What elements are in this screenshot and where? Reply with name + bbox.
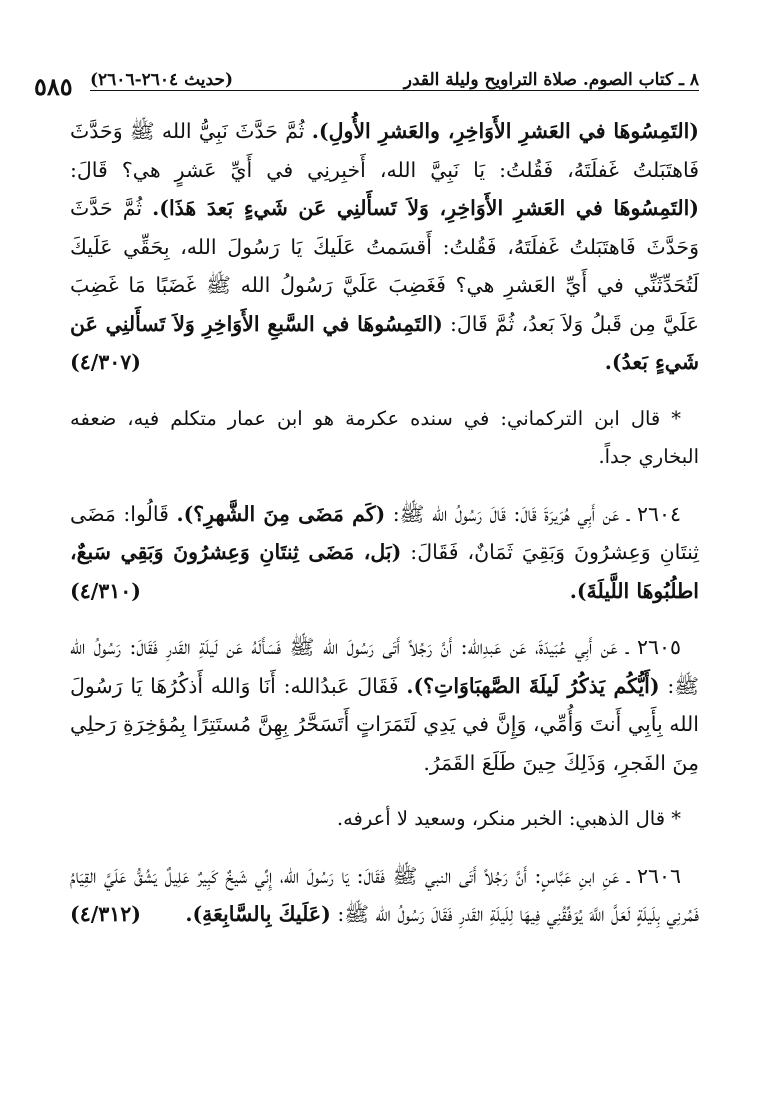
- hadith-range: (حديث ٢٦٠٤-٢٦٠٦): [90, 70, 233, 90]
- prophet-quote: (التَمِسُوهَا في السَّبعِ الأَوَاخِرِ وَلاَ تَسأَلنِي عَن شَيءٍ بَعدُ).: [70, 311, 699, 374]
- narration-text: قَالُوا: مَضَى ثِنتَانِ وَعِشرُونَ وَبَقِيَ ثَمَانٌ، فَقَالَ:: [70, 501, 699, 564]
- hadith-2605: [70, 628, 699, 782]
- hadith-2606: [70, 857, 699, 934]
- header-rule: [90, 90, 699, 91]
- narration-text: ثُمَّ حَدَّثَ نَبِيُّ الله ﷺ وَحَدَّثَ فَاهتَبَلتُ غَفلَتَهُ، فَقُلتُ: يَا نَبِيَّ الله، أَخبِرنِي في أَيِّ عَشرٍ هي؟ قَالَ:: [70, 119, 699, 182]
- scholar-note: * قال الذهبي: الخبر منكر، وسعيد لا أعرفه.: [336, 807, 681, 830]
- narration-text: ٢٦٠٥ ـ عَن أَبِي عُبَيدَةَ، عَن عَبدِالله: أَنَّ رَجُلاً أَتَى رَسُولَ الله ﷺ فَسَأَلَهُ عَن لَيلَةِ القَدرِ فَقَالَ: رَسُولُ الله ﷺ:: [70, 635, 699, 698]
- running-head: [90, 60, 699, 90]
- scholar-note: * قال ابن التركماني: في سنده عكرمة هو ابن عمار متكلم فيه، ضعفه البخاري جداً.: [70, 406, 699, 468]
- narration-text: فَقَالَ عَبدُالله: أَنَا وَالله أَذكُرُهَا يَا رَسُولَ الله بِأَبِي أَنتَ وَأُمِّي، وَإِنَّ في يَدِي لَتَمَرَاتٍ أَتَسَحَّرُ بِهِنَّ مُستَتِرًا بِمُؤخِرَةِ رَحلِي مِنَ الفَجرِ، وَذَلِكَ حِينَ طَلَعَ القَمَرُ.: [70, 673, 699, 775]
- hadith-2604: [70, 495, 699, 611]
- prophet-quote: (بَل، مَضَى ثِنتَانِ وَعِشرُونَ وَبَقِي سَبعٌ، اطلُبُوهَا اللَّيلَةَ).: [70, 540, 699, 603]
- prophet-quote: (التَمِسُوهَا في العَشرِ الأَوَاخِرِ، والعَشرِ الأُولِ).: [311, 119, 699, 143]
- reference: (٤/٣٠٧): [70, 350, 141, 374]
- hadith-continuation: [70, 112, 699, 382]
- page-number: ٥٨٥: [34, 72, 73, 101]
- prophet-quote: (عَلَيكَ بِالسَّابِعَةِ).: [185, 902, 331, 926]
- prophet-quote: (أَيُّكُم يَذكُرُ لَيلَةَ الصَّهبَاوَاتِ؟).: [406, 673, 660, 698]
- narration-text: ٢٦٠٤ ـ عَن أَبِي هُرَيرَةَ قَالَ: قَالَ رَسُولُ الله ﷺ:: [385, 501, 681, 526]
- chapter-title: ٨ ـ كتاب الصوم. صلاة التراويح وليلة القدر: [403, 70, 699, 90]
- page-body: [70, 112, 699, 952]
- prophet-quote: (التَمِسُوهَا في العَشرِ الأَوَاخِرِ، وَلاَ تَسأَلنِي عَن شَيءٍ بَعدَ هَذَا).: [152, 196, 699, 220]
- reference: (٤/٣١٠): [70, 578, 141, 603]
- narration-text: ثُمَّ حَدَّثَ وَحَدَّثَ فَاهتَبَلتُ غَفلَتَهُ، فَقُلتُ: أَقسَمتُ عَلَيكَ يَا رَسُولَ الله، بِحَقِّي عَلَيكَ لَتُحَدِّثَنِّي في أَيِّ العَشرِ هي؟ فَغَضِبَ عَلَيَّ رَسُولُ الله ﷺ غَضَبًا مَا غَضِبَ عَلَيَّ مِن قَبلُ وَلاَ بَعدُ، ثُمَّ قَالَ:: [70, 196, 699, 336]
- narration-text: ٢٦٠٦ ـ عَنِ ابنِ عَبَّاسٍ: أَنَّ رَجُلاً أَتَى النبي ﷺ فَقَالَ: يَا رَسُولَ الله، إِنِّي شَيخٌ كَبِيرٌ عَلِيلٌ يَشُقُّ عَلَيَّ القِيَامُ فَمُرنِي بِلَيلَةٍ لَعَلَّ اللَّهَ يُوَفِّقُنِي فِيهَا لِلَيلَةِ القَدرِ فَقَالَ رَسُولُ الله ﷺ:: [70, 863, 699, 926]
- prophet-quote: (كَم مَضَى مِنَ الشَّهرِ؟).: [176, 501, 386, 526]
- reference: (٤/٣١٢): [70, 902, 141, 926]
